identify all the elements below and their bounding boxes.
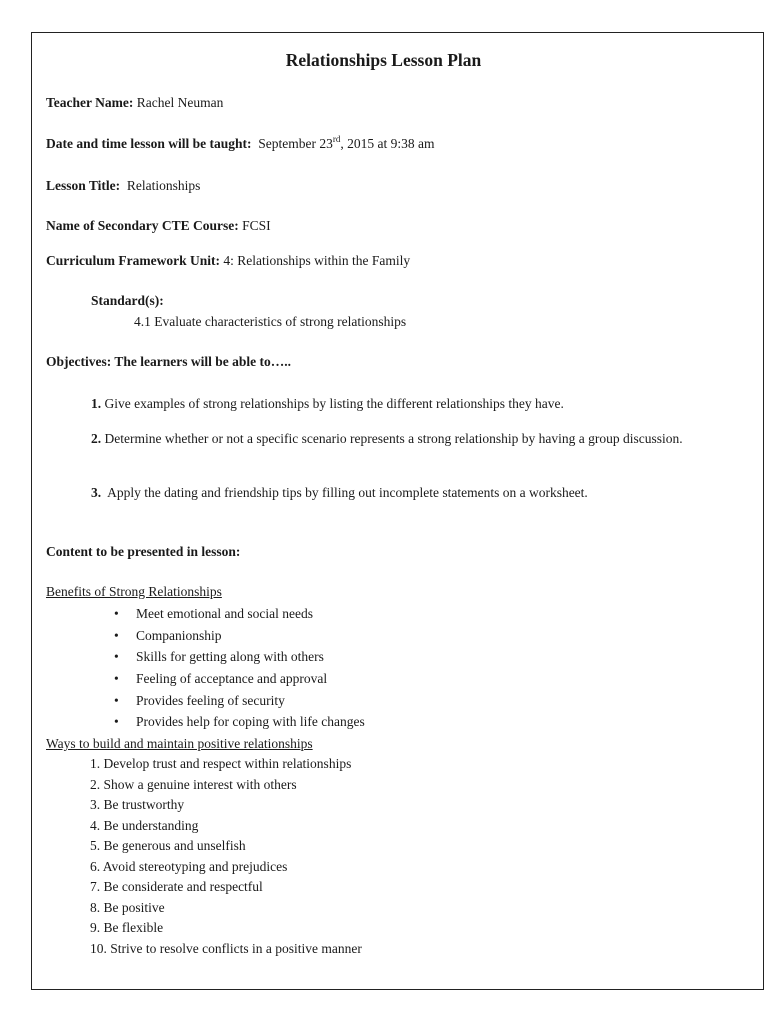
teacher-name-line — [46, 95, 223, 111]
content-label: Content to be presented in lesson: — [46, 544, 241, 559]
list-item: 1. Develop trust and respect within relationships — [90, 756, 352, 771]
bullet-marker: • — [114, 671, 119, 687]
list-item: 7. Be considerate and respectful — [90, 879, 263, 894]
list-item-text: Feeling of acceptance and approval — [136, 671, 328, 687]
list-item — [110, 693, 365, 715]
objective-number: 2. — [91, 431, 102, 446]
list-item-text: Provides help for coping with life changes — [136, 714, 365, 730]
date-value — [258, 133, 435, 151]
unit-value: 4: Relationships within the Family — [223, 253, 411, 268]
list-item: 8. Be positive — [90, 899, 165, 915]
course-value: FCSI — [242, 218, 271, 233]
document-title: Relationships Lesson Plan — [285, 50, 482, 70]
list-item — [110, 714, 365, 736]
course-line — [46, 218, 271, 234]
lesson-title-label: Lesson Title: — [46, 178, 121, 193]
list-item: 6. Avoid stereotyping and prejudices — [90, 858, 288, 874]
list-item: 9. Be flexible — [90, 920, 164, 935]
list-item-text: Provides feeling of security — [136, 692, 285, 708]
unit-label: Curriculum Framework Unit: — [46, 253, 220, 268]
bullet-marker: • — [114, 692, 119, 708]
objective-item — [91, 396, 711, 412]
date-line — [46, 133, 435, 152]
date-value-post: , 2015 at 9:38 am — [340, 136, 435, 151]
standards-label: Standard(s): — [91, 293, 164, 308]
bullet-marker: • — [114, 627, 119, 643]
list-item — [110, 649, 365, 671]
ways-heading: Ways to build and maintain positive relationships — [46, 736, 313, 751]
standards-value: 4.1 Evaluate characteristics of strong relationships — [134, 314, 407, 329]
lesson-title-line — [46, 178, 200, 194]
teacher-name-value: Rachel Neuman — [136, 95, 224, 110]
list-item — [110, 671, 365, 693]
objective-item — [91, 485, 711, 501]
bullet-marker: • — [114, 649, 119, 665]
ways-list — [90, 756, 362, 961]
objective-text: Apply the dating and friendship tips by filling out incomplete statements on a worksheet. — [107, 485, 588, 500]
objective-number: 1. — [91, 396, 102, 411]
objective-item — [91, 431, 711, 447]
benefits-list — [110, 606, 365, 736]
date-label: Date and time lesson will be taught: — [46, 136, 252, 151]
list-item: 3. Be trustworthy — [90, 797, 185, 812]
list-item — [110, 628, 365, 650]
list-item — [110, 606, 365, 628]
bullet-marker: • — [114, 714, 119, 730]
bullet-marker: • — [114, 606, 119, 621]
benefits-heading: Benefits of Strong Relationships — [46, 584, 222, 599]
list-item: 10. Strive to resolve conflicts in a positive manner — [90, 940, 362, 956]
date-value-pre: September 23 — [258, 136, 333, 151]
list-item: 5. Be generous and unselfish — [90, 838, 246, 853]
list-item-text: Skills for getting along with others — [136, 649, 324, 665]
teacher-name-label: Teacher Name: — [46, 95, 134, 110]
objective-number: 3. — [91, 485, 102, 500]
lesson-title-value: Relationships — [126, 178, 201, 193]
list-item-text: Meet emotional and social needs — [136, 606, 313, 621]
objective-text: Give examples of strong relationships by listing the different relationships they have. — [104, 396, 564, 411]
list-item-text: Companionship — [136, 627, 222, 643]
list-item: 4. Be understanding — [90, 817, 199, 833]
date-value-sup: rd — [332, 133, 341, 144]
objective-text: Determine whether or not a specific scenario represents a strong relationship by having a group discussion. — [104, 431, 683, 446]
course-label: Name of Secondary CTE Course: — [46, 218, 239, 233]
list-item: 2. Show a genuine interest with others — [90, 776, 297, 792]
objectives-label: Objectives: The learners will be able to….. — [46, 354, 291, 369]
unit-line — [46, 253, 410, 269]
